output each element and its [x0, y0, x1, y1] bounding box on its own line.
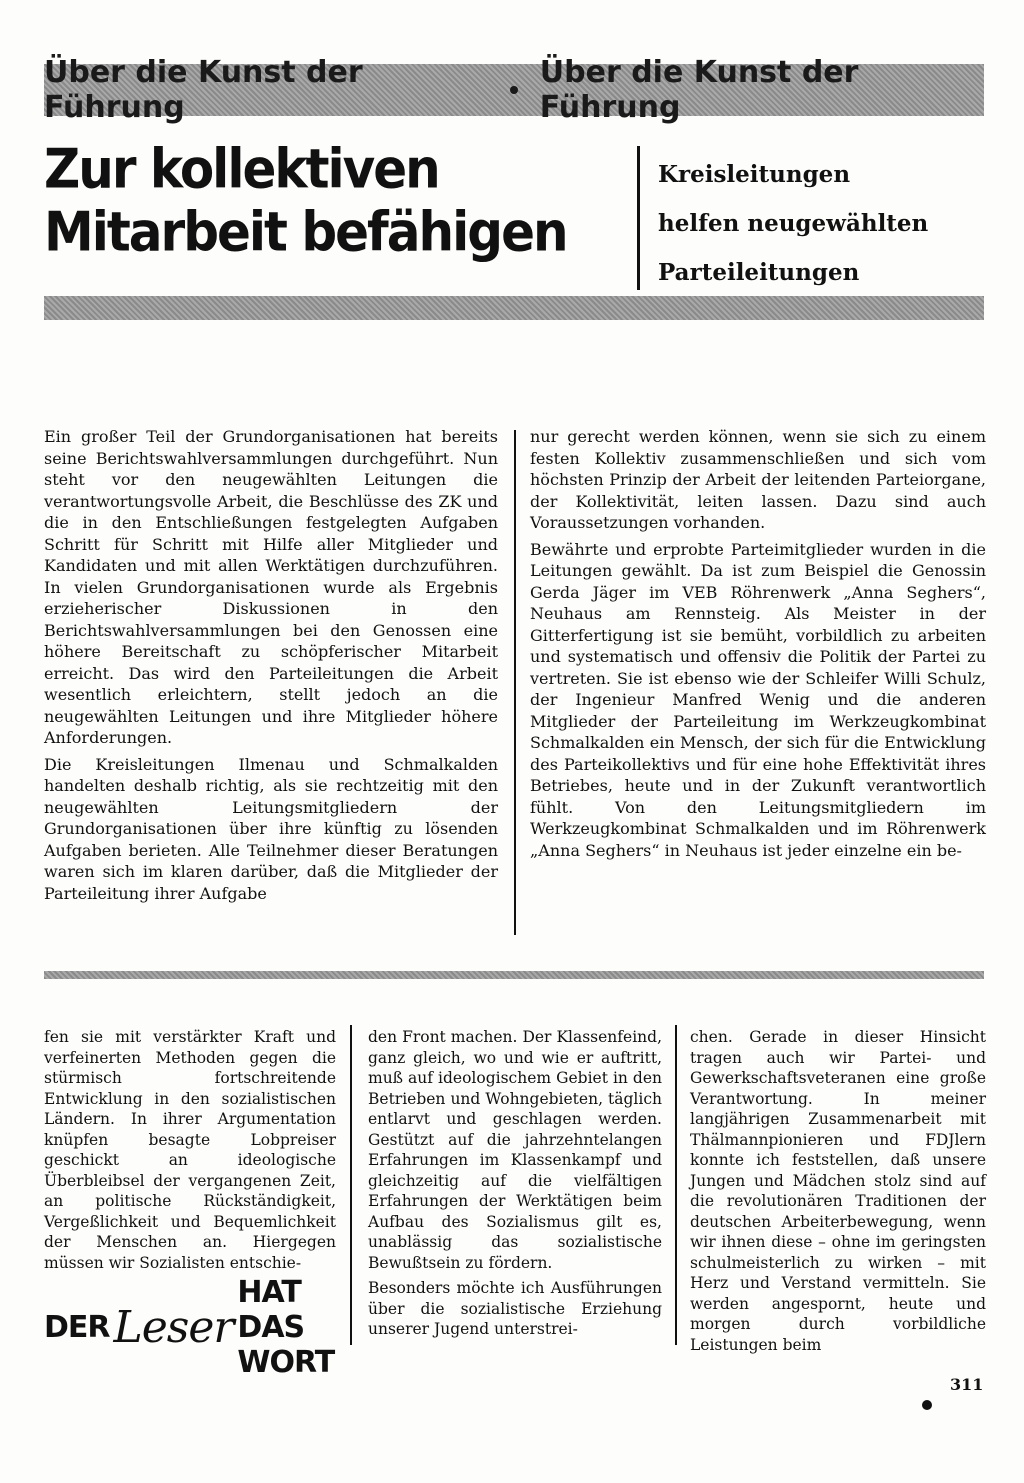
subhead-line-2: helfen neugewählten — [658, 210, 929, 237]
reader-letters-logo — [44, 1274, 335, 1380]
banner-title-right: Über die Kunst der Führung — [539, 55, 859, 125]
paragraph: Ein großer Teil der Grundorganisationen hat bereits seine Berichtswahlversammlungen durchgeführt. Nun steht vor den neugewählten Leitungen die verantwortungsvolle Arbeit, die Beschlüsse des ZK und die in den Entschließungen festgelegten Aufgaben Schritt für Schritt mit Hilfe aller Mitglieder und Kandidaten und mit allen Werktätigen durchzuführen. In vielen Grundorganisationen wurde als Ergebnis erzieherischer Diskussionen in den Berichtswahlversammlungen bei den Genossen eine höhere Bereitschaft zu schöpferischer Mitarbeit erreicht. Das wird den Parteileitungen die Arbeit wesentlich erleichtern, stellt jedoch an die neugewählten Leitungen und ihre Mitglieder höhere Anforderungen. — [44, 427, 498, 747]
headline-line-1: Zur kollektiven — [44, 138, 439, 201]
logo-part-1: DER — [44, 1309, 110, 1345]
dot-icon — [922, 1400, 932, 1410]
paragraph: Die Kreisleitungen Ilmenau und Schmalkalden handelten deshalb richtig, als sie rechtzeitig mit den neugewählten Leitungsmitgliedern der Grundorganisationen über ihre künftig zu lösenden Aufgaben berieten. Alle Teilnehmer dieser Beratungen waren sich im klaren darüber, daß die Mitglieder der Parteileitung ihrer Aufgabe — [44, 754, 498, 903]
headline-divider — [637, 146, 640, 290]
logo-script: Leser — [113, 1301, 234, 1353]
section-stripe — [44, 971, 984, 979]
paragraph: den Front machen. Der Klassenfeind, ganz gleich, wo und wie er auftritt, muß auf ideologischem Gebiet in den Betrieben und Wohngebieten, täglich entlarvt und geschlagen werden. Gestützt auf die jahrzehntelangen Erfahrungen im Klassenkampf und gleichzeitig auf die vielfältigen Erfahrungen der Werktätigen beim Aufbau des Sozialismus gilt es, unablässig das sozialistische Bewußtsein zu fördern. — [368, 1028, 662, 1272]
paragraph: chen. Gerade in dieser Hinsicht tragen auch wir Partei- und Gewerkschaftsveteranen eine große Verantwortung. In meiner langjährigen Zusammenarbeit mit Thälmannpionieren und FDJlern konnte ich feststellen, daß unsere Jungen und Mädchen stolz sind auf die revolutionären Traditionen der deutschen Arbeiterbewegung, wenn wir ihnen diese – ohne im geringsten schulmeisterlich zu wirken – mit Herz und Verstand vermitteln. Sie werden angespornt, heute und morgen durch vorbildliche Leistungen beim — [690, 1028, 986, 1354]
article-column-2 — [530, 426, 986, 866]
paragraph: fen sie mit verstärkter Kraft und verfeinerten Methoden gegen die stürmisch fortschreitende Entwicklung in den sozialistischen Ländern. In ihrer Argumentation knüpfen besagte Lobpreiser geschickt an ideologische Überbleibsel der vergangenen Zeit, an politische Rückständigkeit, Vergeßlichkeit und Bequemlichkeit der Menschen an. Hiergegen müssen wir Sozialisten entschie- — [44, 1028, 336, 1272]
letter-column-2 — [368, 1027, 662, 1345]
paragraph: Bewährte und erprobte Parteimitglieder wurden in die Leitungen gewählt. Da ist zum Beispiel die Genossin Gerda Jäger im VEB Röhrenwerk „Anna Seghers“, Neuhaus am Rennsteig. Als Meister in der Gitterfertigung ist sie bemüht, vorbildlich zu arbeiten und systematisch und offensiv die Politik der Partei zu vertreten. Sie ist ebenso wie der Schleifer Willi Schulz, der Ingenieur Manfred Wenig und die anderen Mitglieder der Parteileitung im Werkzeugkombinat Schmalkalden ein Mensch, der sich für die Entwicklung des Parteikollektivs und für eine hohe Effektivität ihres Betriebes, heute und in der Zukunft verantwortlich fühlt. Von den Leitungsmitgliedern im Werkzeugkombinat Schmalkalden und im Röhrenwerk „Anna Seghers“ in Neuhaus ist jeder einzelne ein be- — [530, 539, 986, 860]
article-headline — [44, 138, 624, 263]
column-divider — [350, 1025, 352, 1345]
headline-line-2: Mitarbeit befähigen — [44, 200, 567, 264]
subhead-line-1: Kreisleitungen — [658, 161, 851, 188]
bullet-icon — [510, 86, 518, 94]
column-divider — [514, 430, 516, 935]
header-stripe — [44, 296, 984, 320]
section-banner — [44, 55, 984, 125]
article-subheadline — [658, 150, 998, 297]
page-number: 311 — [950, 1375, 984, 1394]
letter-column-3 — [690, 1027, 986, 1360]
article-column-1 — [44, 426, 498, 909]
column-divider — [675, 1025, 677, 1345]
subhead-line-3: Parteileitungen — [658, 259, 860, 286]
paragraph: nur gerecht werden können, wenn sie sich zu einem festen Kollektiv zusammenschließen und sich vom höchsten Prinzip der Arbeit der leitenden Parteiorgane, der Kollektivität, leiten lassen. Dazu sind auch Voraussetzungen vorhanden. — [530, 427, 986, 532]
paragraph: Besonders möchte ich Ausführungen über die sozialistische Erziehung unserer Jugend unterstrei- — [368, 1279, 662, 1338]
letter-column-1 — [44, 1027, 336, 1278]
banner-title-left: Über die Kunst der Führung — [44, 55, 363, 125]
logo-part-3: HAT DAS WORT — [237, 1274, 335, 1380]
